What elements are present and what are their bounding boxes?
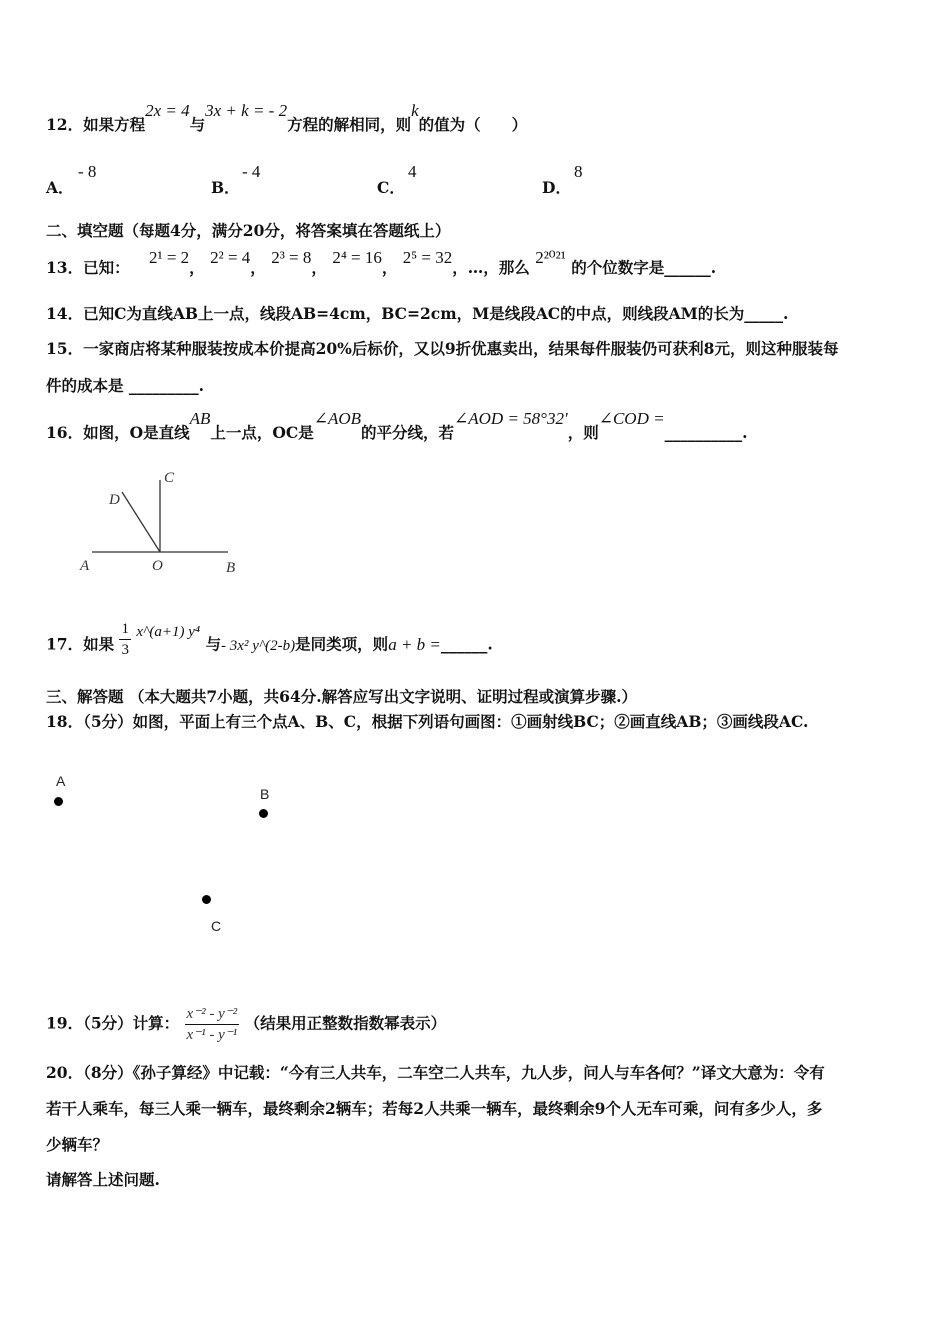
q13-ellipsis: ，…，那么 xyxy=(452,258,530,277)
q13-term-2: 2² = 4 xyxy=(210,248,251,267)
q13-term-3: 2³ = 8 xyxy=(271,248,312,267)
q17-expr: a + b = xyxy=(388,634,441,654)
label-b: B xyxy=(226,560,236,576)
q16-ab: AB xyxy=(189,409,211,428)
q12-suffix: 的值为（ ） xyxy=(418,115,528,134)
q13-suffix: 的个位数字是______. xyxy=(571,258,717,277)
q16-angle3: ∠COD = xyxy=(598,409,665,428)
q12-mid: 与 xyxy=(189,115,206,134)
q16-mid: 上一点，OC是 xyxy=(210,423,314,442)
q13-term-5: 2⁵ = 32 xyxy=(402,248,453,267)
q12-option-b-value: - 4 xyxy=(242,162,261,181)
label-o: O xyxy=(152,558,163,574)
label-c: C xyxy=(164,470,175,486)
q13-term-1: 2¹ = 2 xyxy=(148,248,190,267)
q19-denominator: x⁻¹ - y⁻¹ xyxy=(186,1027,238,1043)
q17-term2: - 3x² y^(2-b) xyxy=(221,637,296,654)
q12-prefix: 12．如果方程 xyxy=(46,115,146,134)
section2-title: 二、填空题（每题4分，满分20分，将答案填在答题纸上） xyxy=(46,221,451,240)
q13-term-4: 2⁴ = 16 xyxy=(332,248,382,267)
point-b-label: B xyxy=(260,786,270,802)
point-b xyxy=(259,809,268,818)
q12-mid2: 方程的解相同，则 xyxy=(287,115,412,134)
ray-od xyxy=(122,492,160,552)
q17-mid: 与 xyxy=(205,634,222,654)
q17-mid2: 是同类项，则 xyxy=(295,634,389,654)
q12-option-b-label[interactable]: B． xyxy=(211,178,240,197)
q13-power: 2²⁰²¹ xyxy=(535,248,566,267)
q12-eq2: 3x + k = - 2 xyxy=(205,101,288,120)
q12-option-c-value: 4 xyxy=(408,162,417,181)
q16-suffix: __________. xyxy=(664,423,748,442)
section3-title: 三、解答题 （本大题共7小题，共64分.解答应写出文字说明、证明过程或演算步骤.） xyxy=(46,687,638,706)
q12-option-d-label[interactable]: D． xyxy=(542,178,571,197)
q16-angle2: ∠AOD = 58°32′ xyxy=(454,409,568,428)
q17-frac-den: 3 xyxy=(121,642,129,658)
q19-prefix: 19．（5分）计算： xyxy=(46,1013,180,1033)
q19-fraction xyxy=(185,1004,240,1045)
point-a xyxy=(54,797,63,806)
q12-option-a-value: - 8 xyxy=(78,162,97,181)
q17-prefix: 17．如果 xyxy=(46,634,115,654)
q12-line xyxy=(46,101,528,135)
q17-line xyxy=(46,621,493,666)
q20-line2: 若干人乘车，每三人乘一辆车，最终剩余2辆车；若每2人共乘一辆车，最终剩余9个人无车可乘，问有多少人，多 xyxy=(46,1099,823,1118)
q19-line xyxy=(46,1004,446,1045)
q20-line3: 少辆车？ xyxy=(46,1135,109,1154)
q12-eq1: 2x = 4 xyxy=(145,101,190,120)
q19-numerator: x⁻² - y⁻² xyxy=(185,1004,240,1025)
q16-line xyxy=(46,409,748,443)
q17-frac-num: 1 xyxy=(119,619,131,640)
q13-line: 13．已知： 2¹ = 2， 2² = 4， 2³ = 8， 2⁴ = 16， 2⁵ = 32，…，那么 2²⁰²¹ 的个位数字是______. xyxy=(46,248,717,277)
q16-mid2: 的平分线，若 xyxy=(361,423,455,442)
q15-line1: 15．一家商店将某种服装按成本价提高20%后标价，又以9折优惠卖出，结果每件服装仍可获利8元，则这种服装每 xyxy=(46,339,839,358)
q17-term1: x^(a+1) y⁴ xyxy=(136,623,201,640)
point-a-label: A xyxy=(56,773,66,789)
q12-option-a-label[interactable]: A． xyxy=(46,178,74,197)
q20-line4: 请解答上述问题. xyxy=(46,1170,160,1189)
q20-line1: 20．（8分）《孙子算经》中记载：“今有三人共车，二车空二人共车，九人步，问人与车各何？”译文大意为：令有 xyxy=(46,1063,825,1082)
q16-figure xyxy=(76,466,248,578)
label-d: D xyxy=(109,492,120,508)
q16-angle1: ∠AOB xyxy=(313,409,361,428)
q12-var: k xyxy=(411,101,419,120)
q16-mid3: ，则 xyxy=(567,423,599,442)
q18-text: 18．（5分）如图，平面上有三个点A、B、C，根据下列语句画图：①画射线BC；②画直线AB；③画线段AC. xyxy=(46,712,809,731)
point-c xyxy=(202,895,211,904)
q13-prefix: 13．已知： xyxy=(46,258,130,277)
q19-suffix: （结果用正整数指数幂表示） xyxy=(244,1013,447,1033)
q17-suffix: ______. xyxy=(440,634,493,654)
q12-option-c-label[interactable]: C． xyxy=(377,178,405,197)
q15-line2: 件的成本是 _________. xyxy=(46,376,205,395)
q16-prefix: 16．如图，O是直线 xyxy=(46,423,190,442)
label-a: A xyxy=(80,558,90,574)
q14-text: 14．已知C为直线AB上一点，线段AB=4cm，BC=2cm，M是线段AC的中点，则线段AM的长为_____. xyxy=(46,304,789,323)
q17-fraction xyxy=(119,619,131,660)
q12-option-d-value: 8 xyxy=(574,162,583,181)
point-c-label: C xyxy=(211,918,222,934)
